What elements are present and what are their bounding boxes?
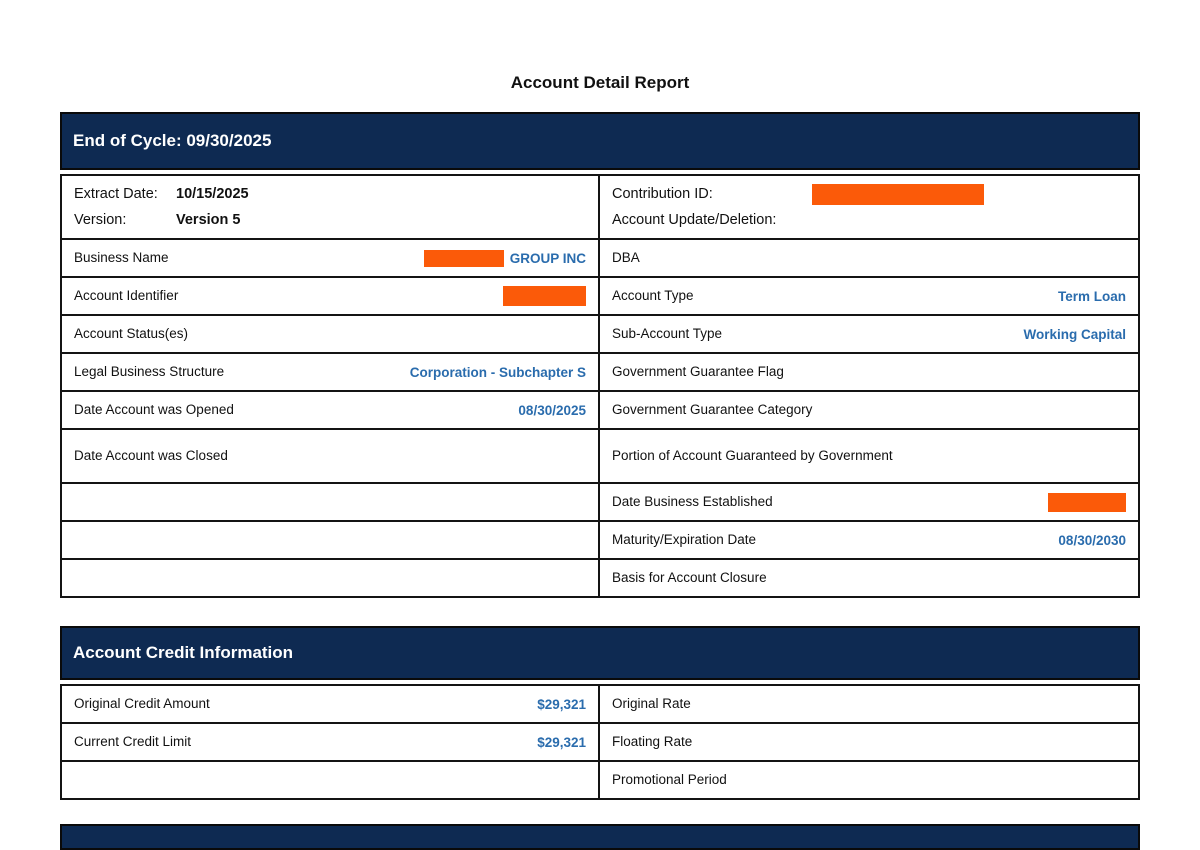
row-business-name-dba: [62, 240, 1138, 278]
row-maturity-expiration-date: [62, 522, 1138, 560]
current-credit-limit-label: Current Credit Limit: [74, 734, 192, 750]
promotional-period-label: Promotional Period: [612, 772, 727, 788]
legal-business-structure-value: Corporation - Subchapter S: [409, 364, 586, 380]
current-credit-limit-cell: [62, 724, 600, 760]
version-field: [74, 208, 586, 232]
legal-business-structure-label: Legal Business Structure: [74, 364, 225, 380]
account-type-value: Term Loan: [1057, 288, 1126, 304]
row-promotional-period: [62, 762, 1138, 798]
empty-cell: [62, 484, 600, 520]
version-value: Version 5: [176, 212, 241, 228]
row-date-opened-guarantee-category: [62, 392, 1138, 430]
row-account-identifier-type: [62, 278, 1138, 316]
contribution-id-label: Contribution ID:: [612, 186, 713, 202]
row-basis-for-account-closure: [62, 560, 1138, 596]
row-original-credit-amount-rate: [62, 686, 1138, 724]
row-extract-meta: [62, 176, 1138, 240]
row-date-business-established: [62, 484, 1138, 522]
date-account-opened-label: Date Account was Opened: [74, 402, 234, 418]
maturity-expiration-date-label: Maturity/Expiration Date: [612, 532, 757, 548]
basis-account-closure-label: Basis for Account Closure: [612, 570, 767, 586]
section-header-end-of-cycle: [60, 112, 1140, 170]
account-update-deletion-field: [612, 208, 1126, 232]
account-identifier-redaction-block: [503, 286, 586, 306]
maturity-expiration-date-value: 08/30/2030: [1058, 532, 1126, 548]
version-label: Version:: [74, 212, 127, 228]
row-account-status-subtype: [62, 316, 1138, 354]
current-credit-limit-value: $29,321: [537, 734, 586, 750]
date-account-opened-value: 08/30/2025: [518, 402, 586, 418]
section-spacer: [60, 598, 1140, 626]
sub-account-type-cell: [600, 316, 1138, 352]
basis-account-closure-cell: [600, 560, 1138, 596]
empty-cell: [62, 560, 600, 596]
business-name-label: Business Name: [74, 250, 169, 266]
account-credit-table: [60, 684, 1140, 800]
row-date-closed-portion-guaranteed: [62, 430, 1138, 484]
portion-guaranteed-label: Portion of Account Guaranteed by Government: [612, 448, 893, 464]
sub-account-type-value: Working Capital: [1023, 326, 1126, 342]
meta-cell-left: [62, 176, 600, 238]
sub-account-type-label: Sub-Account Type: [612, 326, 723, 342]
business-name-value: GROUP INC: [509, 250, 586, 266]
floating-rate-cell: [600, 724, 1138, 760]
contribution-id-redaction-block: [812, 184, 984, 205]
page-title: Account Detail Report: [510, 73, 690, 92]
date-business-established-cell: [600, 484, 1138, 520]
account-identifier-label: Account Identifier: [74, 288, 179, 304]
section-header-account-credit-information: [60, 626, 1140, 680]
original-credit-amount-value: $29,321: [537, 696, 586, 712]
legal-business-structure-cell: [62, 354, 600, 390]
date-account-opened-cell: [62, 392, 600, 428]
account-identifier-cell: [62, 278, 600, 314]
original-credit-amount-cell: [62, 686, 600, 722]
government-guarantee-flag-label: Government Guarantee Flag: [612, 364, 784, 380]
original-rate-label: Original Rate: [612, 696, 691, 712]
portion-guaranteed-cell: [600, 430, 1138, 482]
account-type-label: Account Type: [612, 288, 694, 304]
dba-label: DBA: [612, 250, 640, 266]
empty-cell: [62, 522, 600, 558]
row-legal-structure-guarantee-flag: [62, 354, 1138, 392]
account-type-cell: [600, 278, 1138, 314]
government-guarantee-category-cell: [600, 392, 1138, 428]
extract-date-value: 10/15/2025: [176, 186, 249, 202]
account-detail-table: [60, 174, 1140, 598]
dba-cell: [600, 240, 1138, 276]
maturity-expiration-date-cell: [600, 522, 1138, 558]
extract-date-field: [74, 182, 586, 206]
meta-cell-right: [600, 176, 1138, 238]
account-status-label: Account Status(es): [74, 326, 189, 342]
extract-date-label: Extract Date:: [74, 186, 158, 202]
section-header-label: End of Cycle: 09/30/2025: [73, 131, 272, 150]
business-name-cell: [62, 240, 600, 276]
date-account-closed-label: Date Account was Closed: [74, 448, 228, 464]
account-update-deletion-label: Account Update/Deletion:: [612, 212, 777, 228]
date-business-established-label: Date Business Established: [612, 494, 773, 510]
account-status-cell: [62, 316, 600, 352]
government-guarantee-category-label: Government Guarantee Category: [612, 402, 813, 418]
government-guarantee-flag-cell: [600, 354, 1138, 390]
date-business-established-redaction-block: [1048, 493, 1126, 512]
contribution-id-field: [612, 182, 1126, 206]
original-rate-cell: [600, 686, 1138, 722]
date-account-closed-cell: [62, 430, 600, 482]
section-header-partial: [60, 824, 1140, 850]
empty-cell: [62, 762, 600, 798]
floating-rate-label: Floating Rate: [612, 734, 693, 750]
section-header-label: Account Credit Information: [73, 643, 294, 662]
business-name-redaction-block: [424, 250, 504, 267]
original-credit-amount-label: Original Credit Amount: [74, 696, 210, 712]
row-current-credit-limit-floating-rate: [62, 724, 1138, 762]
promotional-period-cell: [600, 762, 1138, 798]
